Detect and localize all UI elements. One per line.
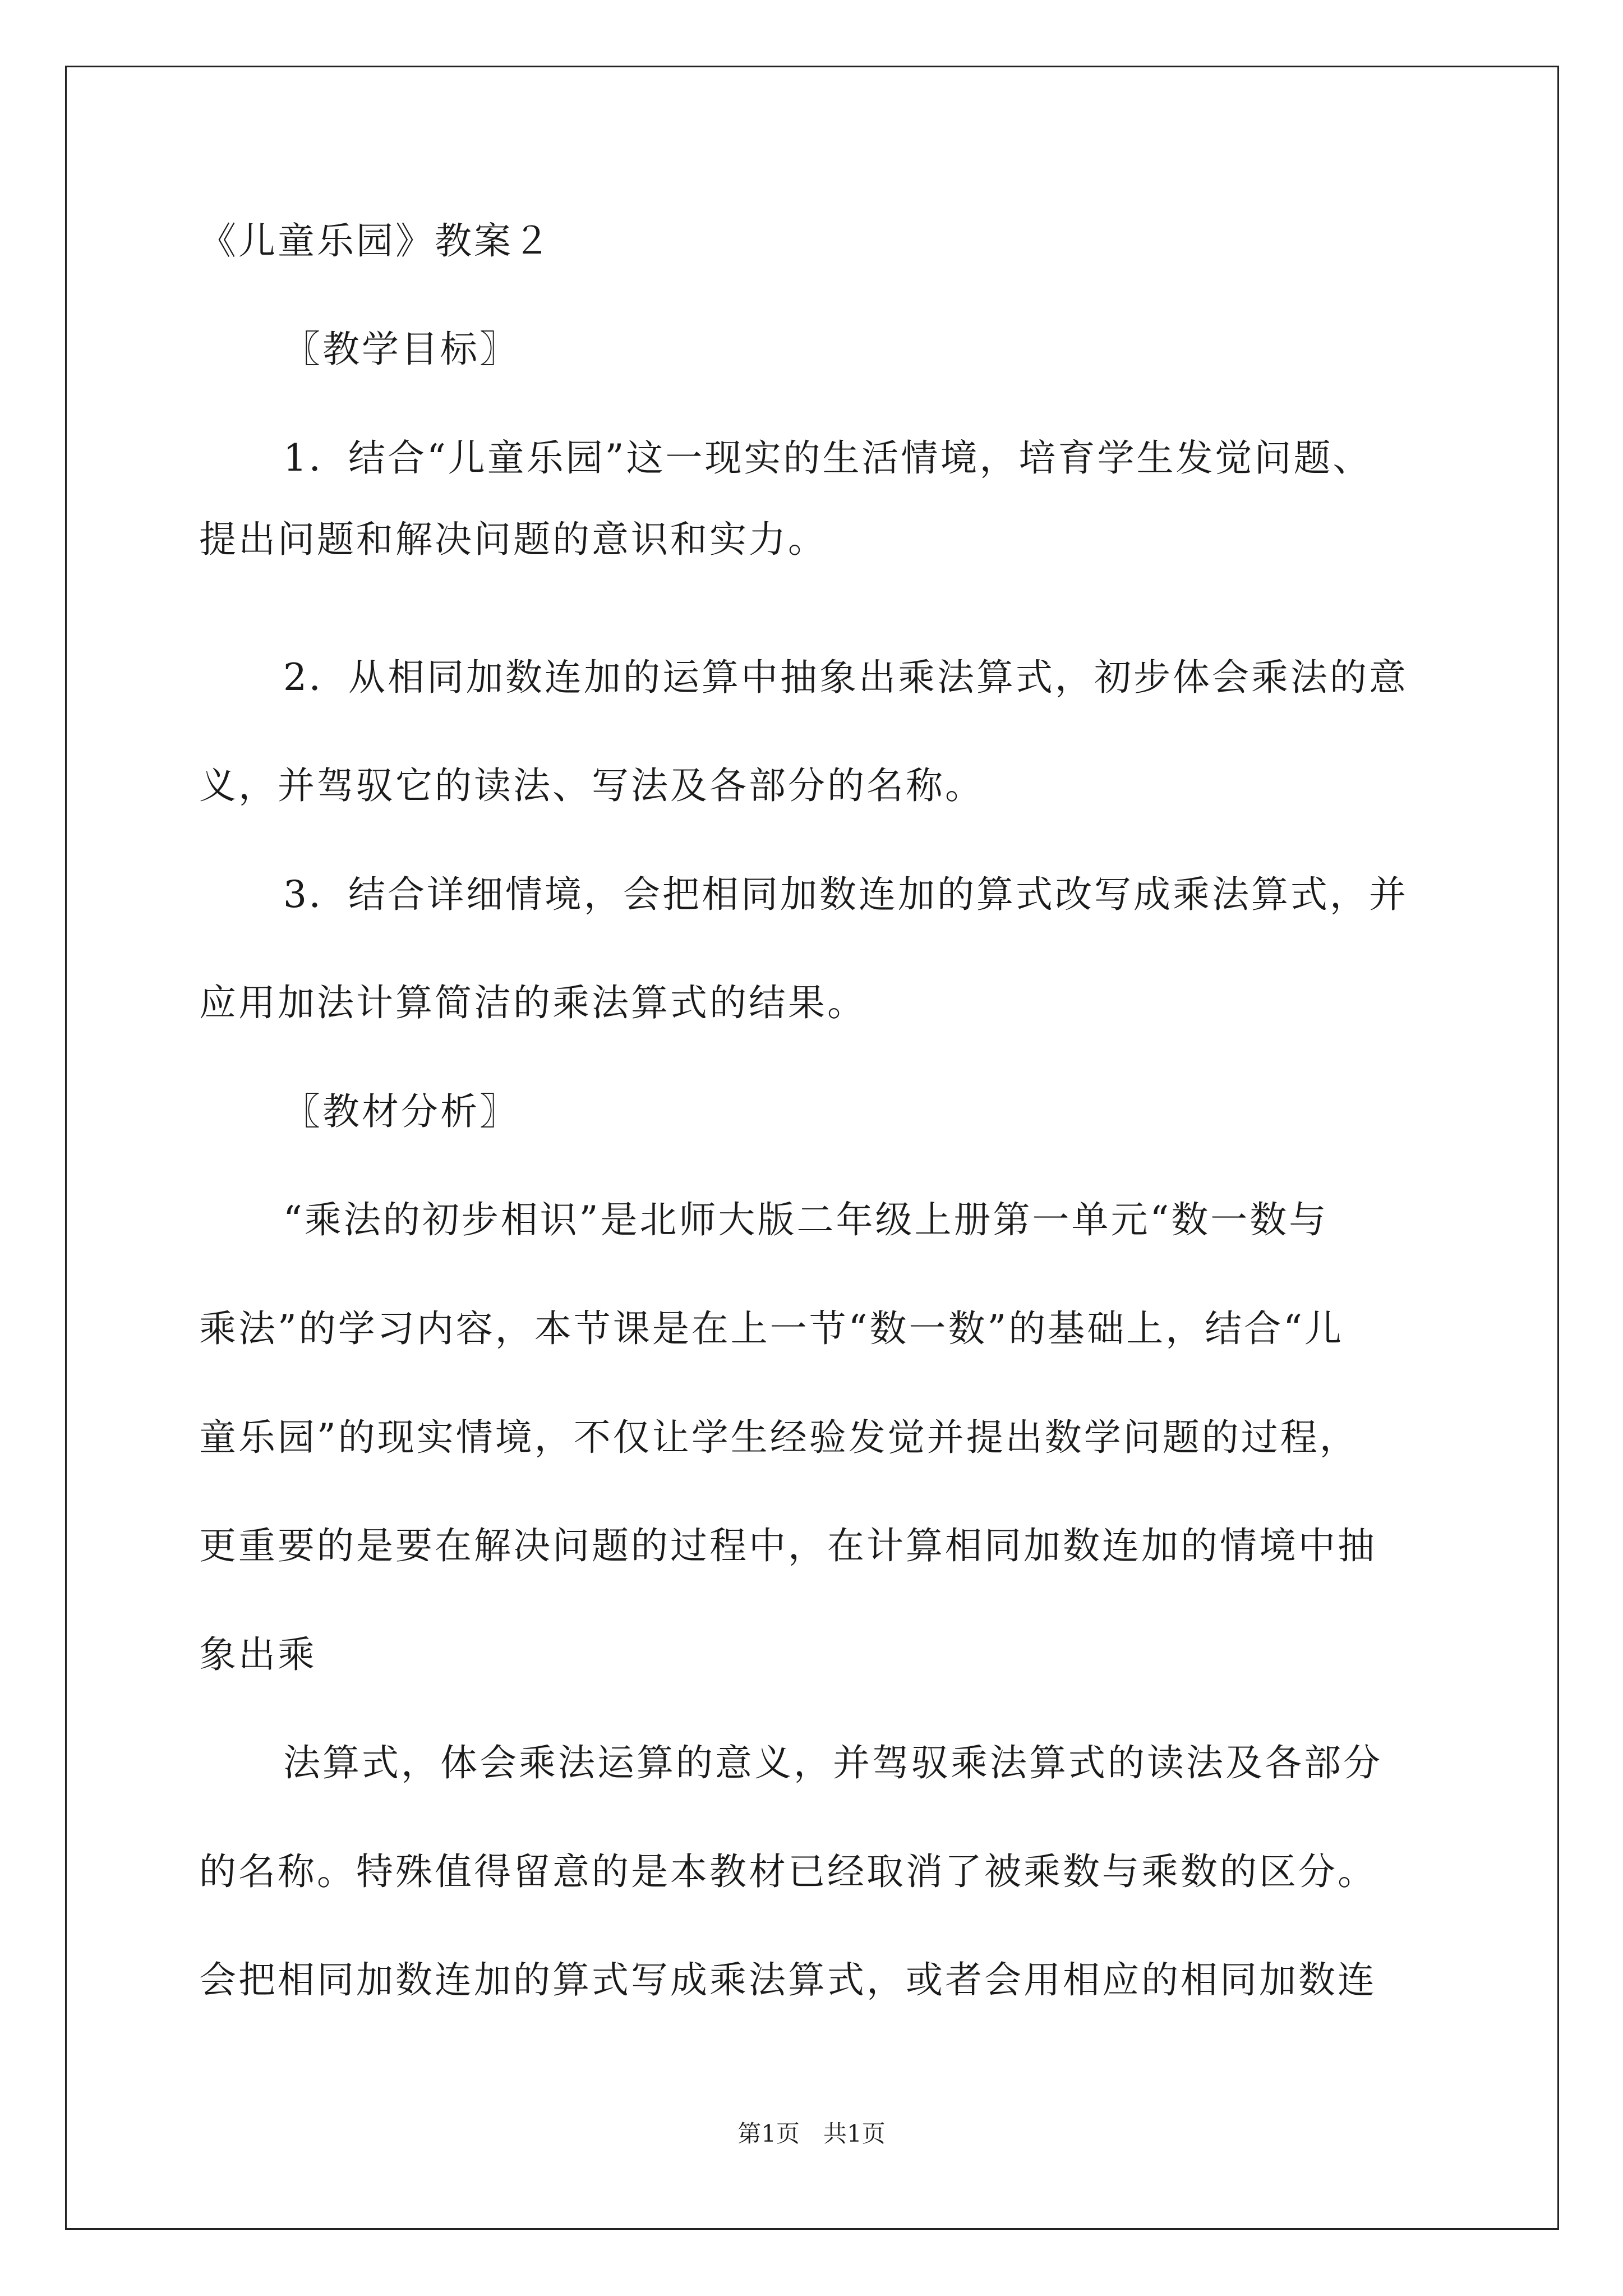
paragraph-line: 童乐园”的现实情境，不仅让学生经验发觉并提出数学问题的过程， — [199, 1416, 1359, 1459]
section-heading-material-analysis: 〖教材分析〗 — [283, 1090, 519, 1133]
paragraph-line: 义，并驾驭它的读法、写法及各部分的名称。 — [199, 764, 984, 807]
paragraph-line: “乘法的初步相识”是北师大版二年级上册第一单元“数一数与 — [283, 1198, 1329, 1241]
paragraph-line: 法算式，体会乘法运算的意义，并驾驭乘法算式的读法及各部分 — [283, 1741, 1382, 1784]
paragraph-line: 应用加法计算简洁的乘法算式的结果。 — [199, 981, 866, 1024]
page-footer: 第1页 共1页 — [737, 2120, 886, 2147]
paragraph-line: 3．结合详细情境，会把相同加数连加的算式改写成乘法算式，并 — [283, 873, 1408, 916]
paragraph-line: 的名称。特殊值得留意的是本教材已经取消了被乘数与乘数的区分。 — [199, 1850, 1377, 1893]
paragraph-line: 提出问题和解决问题的意识和实力。 — [199, 518, 827, 561]
section-heading-teaching-goals: 〖教学目标〗 — [283, 328, 519, 371]
paragraph-line: 会把相同加数连加的算式写成乘法算式，或者会用相应的相同加数连 — [199, 1958, 1377, 2001]
page-border — [65, 66, 1559, 2230]
document-title: 《儿童乐园》教案２ — [199, 219, 552, 263]
paragraph-line: 2．从相同加数连加的运算中抽象出乘法算式，初步体会乘法的意 — [283, 656, 1408, 699]
paragraph-line: 1．结合“儿童乐园”这一现实的生活情境，培育学生发觉问题、 — [283, 436, 1372, 480]
paragraph-line: 更重要的是要在解决问题的过程中，在计算相同加数连加的情境中抽 — [199, 1524, 1377, 1567]
paragraph-line: 象出乘 — [199, 1633, 317, 1676]
paragraph-line: 乘法”的学习内容，本节课是在上一节“数一数”的基础上，结合“儿 — [199, 1307, 1344, 1350]
